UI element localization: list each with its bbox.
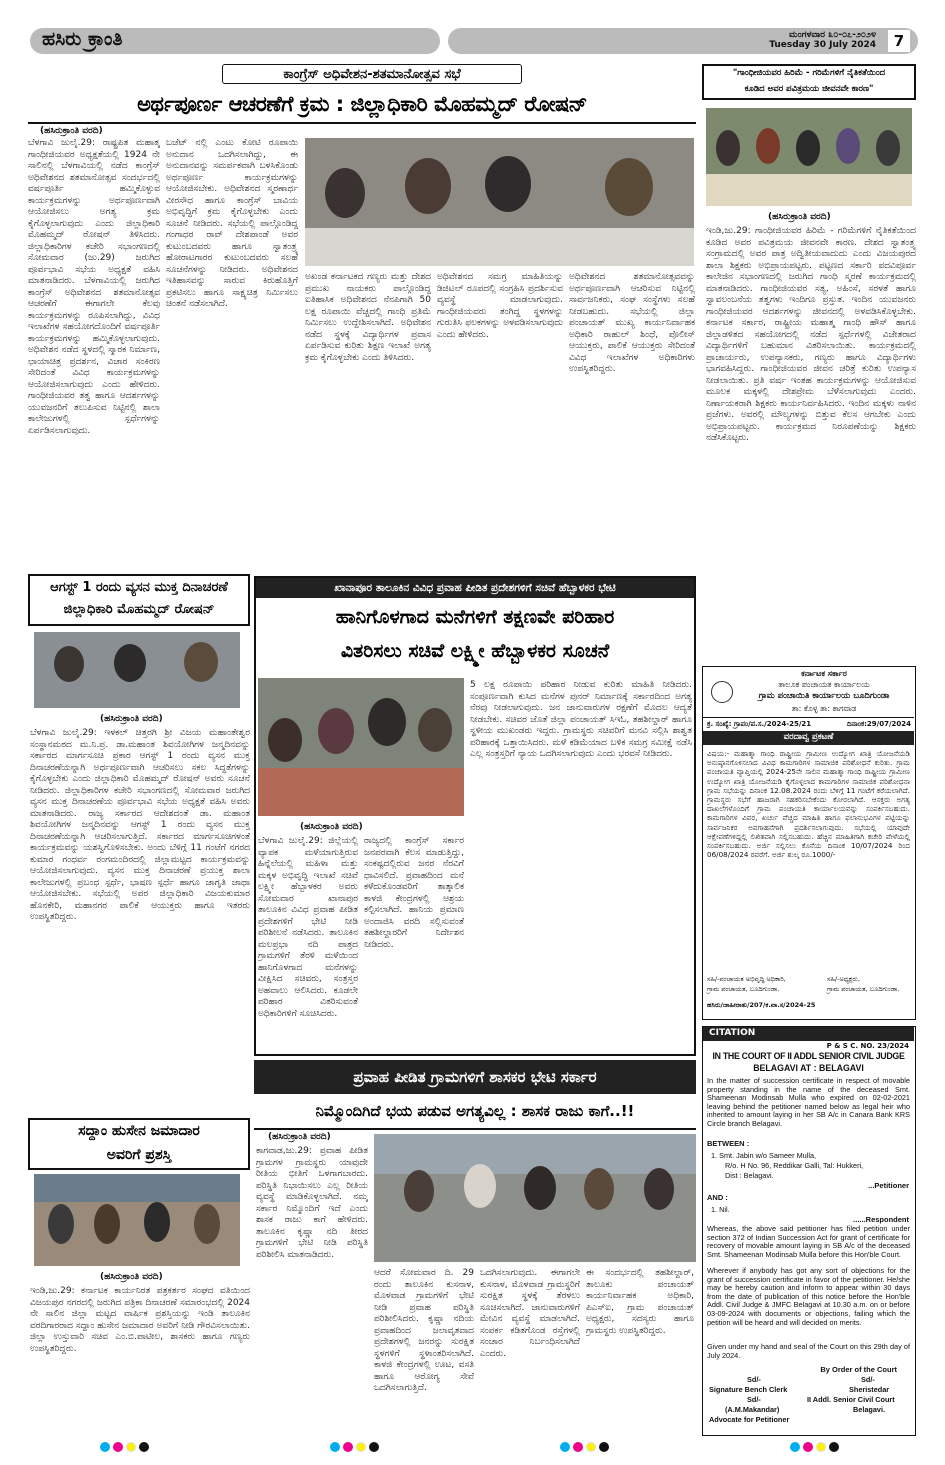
citation-sd-left-2: Sd/- (747, 1395, 761, 1404)
story1-column-1: ಬೆಳಗಾವಿ ಜುಲೈ.29: ರಾಷ್ಟ್ರಪಿತ ಮಹಾತ್ಮ ಗಾಂಧೀಜಿಯವರ ಅಧ್ಯಕ್ಷತೆಯಲ್ಲಿ 1924 ನೇ ಸಾಲಿನಲ್ಲಿ ಬೆಳಗಾವಿಯಲ್ಲಿ ನಡೆದ ಕಾಂಗ್ರೆಸ್ ಅಧಿವೇಶನದ ಶತಮಾನೋತ್ಸವ ಸಂದರ್ಭದಲ್ಲಿ ವರ್ಷಪೂರ್ತಿ ಹಮ್ಮಿಕೊಳ್ಳುವ ಕಾರ್ಯಕ್ರಮಗಳನ್ನು ಅರ್ಥಪೂರ್ಣವಾಗಿ ಆಯೋಜಿಸಲು ಅಗತ್ಯ ಕ್ರಮ ಕೈಗೊಳ್ಳಲಾಗುವುದು ಎಂದು ಜಿಲ್ಲಾಧಿಕಾರಿ ಮೊಹಮ್ಮದ್ ರೋಷನ್ ತಿಳಿಸಿದರು. ಜಿಲ್ಲಾಧಿಕಾರಿಗಳ ಕಚೇರಿ ಸಭಾಂಗಣದಲ್ಲಿ ಸೋಮವಾರ (ಜು.29) ಜರುಗಿದ ಪೂರ್ವಭಾವಿ ಸಭೆಯ ಅಧ್ಯಕ್ಷತೆ ವಹಿಸಿ ಮಾತನಾಡಿದರು. ಬೆಳಗಾವಿಯಲ್ಲಿ ಜರುಗಿದ ಕಾಂಗ್ರೆಸ್ ಅಧಿವೇಶನದ ಶತಮಾನೋತ್ಸವ ಆಚರಣೆಗೆ ಈಗಾಗಲೇ ಕೆಲವು ಕಾರ್ಯಕ್ರಮಗಳನ್ನು ರೂಪಿಸಲಾಗಿದ್ದು, ವಿವಿಧ ಇಲಾಖೆಗಳ ಸಹಯೋಗದೊಂದಿಗೆ ವರ್ಷಪೂರ್ತಿ ಕಾರ್ಯಕ್ರಮಗಳನ್ನು ಹಮ್ಮಿಕೊಳ್ಳಲಾಗುವುದು. ಅಧಿವೇಶನ ನಡೆದ ಸ್ಥಳದಲ್ಲಿ ಸ್ಮಾರಕ ನಿರ್ಮಾಣ, ಛಾಯಾಚಿತ್ರ ಪ್ರದರ್ಶನ, ವಿಚಾರ ಸಂಕಿರಣ ಸೇರಿದಂತೆ ವಿವಿಧ ಕಾರ್ಯಕ್ರಮಗಳನ್ನು ಆಯೋಜಿಸಲಾಗುವುದು ಎಂದು ಹೇಳಿದರು. ಗಾಂಧೀಜಿಯವರ ತತ್ವ ಹಾಗೂ ಆದರ್ಶಗಳನ್ನು ಯುವಜನರಿಗೆ ತಲುಪಿಸುವ ನಿಟ್ಟಿನಲ್ಲಿ ಶಾಲಾ ಕಾಲೇಜುಗಳಲ್ಲಿ ಸ್ಪರ್ಧೆಗಳನ್ನು ಏರ್ಪಡಿಸಲಾಗುವುದು. (28, 138, 160, 436)
masthead-left-bar (30, 28, 440, 54)
story1-byline: (ಹಸಿರುಕ್ರಾಂತಿ ವರದಿ) (40, 126, 103, 136)
registration-marks (0, 1440, 945, 1454)
story5-byline: (ಹಸಿರುಕ್ರಾಂತಿ ವರದಿ) (268, 1132, 331, 1142)
citation-sd-right-role: Sheristedar (849, 1385, 890, 1394)
citation-petitioner-1: 1. Smt. Jabin w/o Sameer Mulla, (711, 1151, 817, 1160)
story1-column-5: ಅಧಿವೇಶನದ ಶತಮಾನೋತ್ಸವವನ್ನು ಅರ್ಥಪೂರ್ಣವಾಗಿ ಆಚರಿಸುವ ನಿಟ್ಟಿನಲ್ಲಿ ಸಾರ್ವಜನಿಕರು, ಸಂಘ ಸಂಸ್ಥೆಗಳು ಸಲಹೆ ನೀಡಬಹುದು. ಸಭೆಯಲ್ಲಿ ಜಿಲ್ಲಾ ಪಂಚಾಯತ್ ಮುಖ್ಯ ಕಾರ್ಯನಿರ್ವಾಹಕ ಅಧಿಕಾರಿ ರಾಹುಲ್ ಶಿಂಧೆ, ಪೊಲೀಸ್ ಆಯುಕ್ತರು, ಪಾಲಿಕೆ ಆಯುಕ್ತರು ಸೇರಿದಂತೆ ವಿವಿಧ ಇಲಾಖೆಗಳ ಅಧಿಕಾರಿಗಳು ಉಪಸ್ಥಿತರಿದ್ದರು. (569, 272, 695, 374)
page-number: 7 (888, 30, 910, 52)
notice-signature-left-2: ಗ್ರಾಮ ಪಂಚಾಯತ, ಬೂದಿಗುಂಡಾ. (707, 985, 780, 993)
gandhi-event-photo (706, 108, 912, 206)
citation-sd-right-place: Belagavi. (853, 1405, 886, 1414)
court-citation (702, 1026, 916, 1436)
notice-signature-right-2: ಗ್ರಾಮ ಪಂಚಾಯತ, ಬೂದಿಗುಂಡಾ. (827, 985, 900, 993)
story6-headline-line2: ಕೂಡಿದ ಅವರ ಪವಿತ್ರಮಯ ಜೀವನವೇ ಕಾರಣ" (744, 84, 874, 94)
story2-byline: (ಹಸಿರುಕ್ರಾಂತಿ ವರದಿ) (100, 714, 163, 724)
panchayat-notice (702, 666, 916, 1020)
citation-court-line1: IN THE COURT OF II ADDL SENIOR CIVIL JUDGE (712, 1051, 905, 1061)
story4-headline-line1: ಹಾನಿಗೊಳಗಾದ ಮನೆಗಳಿಗೆ ತಕ್ಷಣವೇ ಪರಿಹಾರ (335, 606, 615, 628)
story4-headline-line2: ವಿತರಿಸಲು ಸಚಿವೆ ಲಕ್ಷ್ಮೀ ಹೆಬ್ಬಾಳಕರ ಸೂಚನೆ (340, 640, 610, 662)
notice-line1: ಕರ್ನಾಟಕ ಸರ್ಕಾರ (801, 669, 847, 678)
citation-petitioner-2: R/o. H No. 96, Reddikar Galli, Tal: Hukkeri, (725, 1161, 864, 1170)
citation-paragraph-1: In the matter of succession certificate in respect of movable property standing in the name of the deceased Smt. Shameenan Modinsab Mulla who expired on 02-02-2021 leaving behind the petitioner named below as legal heir who inherited to amount laying in her SB A/c in Canara Bank KRS Circle branch Belagavi. (707, 1076, 910, 1128)
story6-body: ಇಂಡಿ,ಜು.29: ಗಾಂಧೀಜಿಯವರ ಹಿರಿಮೆ - ಗರಿಮೆಗಳಿಗೆ ನೈತಿಕತೆಯಿಂದ ಕೂಡಿದ ಅವರ ಪವಿತ್ರಮಯ ಜೀವನವೇ ಕಾರಣ. ದೇಶದ ಸ್ವಾತಂತ್ರ್ಯ ಸಂಗ್ರಾಮದಲ್ಲಿ ಅವರ ಪಾತ್ರ ಅದ್ವಿತೀಯವಾದುದು ಎಂದು ವಿಜಯಪುರದ ಶಾಲಾ ಶಿಕ್ಷಕರು ಅಭಿಪ್ರಾಯಪಟ್ಟರು. ಪಟ್ಟಣದ ಸರ್ಕಾರಿ ಪದವಿಪೂರ್ವ ಕಾಲೇಜಿನ ಸಭಾಂಗಣದಲ್ಲಿ ಜರುಗಿದ ಗಾಂಧಿ ಸ್ಮರಣೆ ಕಾರ್ಯಕ್ರಮದಲ್ಲಿ ಮಾತನಾಡಿದರು. ಗಾಂಧೀಜಿಯವರ ಸತ್ಯ, ಅಹಿಂಸೆ, ಸರಳತೆ ಹಾಗೂ ಸ್ವಾವಲಂಬನೆಯ ತತ್ವಗಳು ಇಂದಿಗೂ ಪ್ರಸ್ತುತ. ಇಂದಿನ ಯುವಜನರು ಗಾಂಧೀಜಿಯವರ ಆದರ್ಶಗಳನ್ನು ಜೀವನದಲ್ಲಿ ಅಳವಡಿಸಿಕೊಳ್ಳಬೇಕು. ಕರ್ನಾಟಕ ಸರ್ಕಾರ, ರಾಷ್ಟ್ರೀಯ ಮಹಾತ್ಮ ಗಾಂಧಿ ಹೌಸ್ ಹಾಗೂ ಜಿಲ್ಲಾಡಳಿತದ ಸಹಯೋಗದಲ್ಲಿ ನಡೆದ ಸ್ಪರ್ಧೆಗಳಲ್ಲಿ ವಿಜೇತರಾದ ವಿದ್ಯಾರ್ಥಿಗಳಿಗೆ ಬಹುಮಾನ ವಿತರಿಸಲಾಯಿತು. ಕಾರ್ಯಕ್ರಮದಲ್ಲಿ ಪ್ರಾಚಾರ್ಯರು, ಉಪನ್ಯಾಸಕರು, ಗಣ್ಯರು ಹಾಗೂ ವಿದ್ಯಾರ್ಥಿಗಳು ಭಾಗವಹಿಸಿದ್ದರು. ಗಾಂಧೀಜಿಯವರ ಜೀವನ ಚರಿತ್ರೆ ಕುರಿತು ಉಪನ್ಯಾಸ ನೀಡಲಾಯಿತು. ಪ್ರತಿ ವರ್ಷ ಇಂತಹ ಕಾರ್ಯಕ್ರಮಗಳನ್ನು ಆಯೋಜಿಸುವ ಮೂಲಕ ಮಕ್ಕಳಲ್ಲಿ ದೇಶಪ್ರೇಮ ಬೆಳೆಸಲಾಗುವುದು ಎಂದರು. ನಿರ್ಣಾಯಕರಾಗಿ ಶಿಕ್ಷಕರು ಕಾರ್ಯನಿರ್ವಹಿಸಿದರು. ಇಂದಿನ ಮಕ್ಕಳು ನಾಳಿನ ಪ್ರಜೆಗಳು. ಅವರಲ್ಲಿ ಮೌಲ್ಯಗಳನ್ನು ಬಿತ್ತುವ ಕೆಲಸ ಆಗಬೇಕು ಎಂದು ಅಭಿಪ್ರಾಯಪಟ್ಟರು. ಕಾರ್ಯಕ್ರಮದ ನಿರೂಪಣೆಯನ್ನು ಶಿಕ್ಷಕರು ನಡೆಸಿಕೊಟ್ಟರು. (706, 226, 916, 443)
story5-headline-line1: ಪ್ರವಾಹ ಪೀಡಿತ ಗ್ರಾಮಗಳಿಗೆ ಶಾಸಕರ ಭೇಟಿ ಸರ್ಕಾರ (353, 1068, 597, 1086)
citation-between: BETWEEN : (707, 1139, 750, 1148)
notice-footer: ಹಸಿರು/ಜಾಹೀರಾತು/207/ಕ.ವಾ.ಸ/2024-25 (707, 1001, 816, 1009)
notice-title: ವರದಾವ್ವ ಪ್ರಕಟಣೆ (783, 732, 834, 742)
story3-headline-line2: ಅವರಿಗೆ ಪ್ರಶಸ್ತಿ (106, 1147, 172, 1163)
notice-body: ವಿಷಯ:- ಮಹಾತ್ಮಾ ಗಾಂಧಿ ರಾಷ್ಟ್ರೀಯ ಗ್ರಾಮೀಣ ಉದ್ಯೋಗ ಖಾತ್ರಿ ಯೋಜನೆಯಡಿ ಅನುಷ್ಠಾನಗೊಳಿಸಲಾದ ವಿವಿಧ ಕಾಮಗಾರಿಗಳ ಸಾಮಾಜಿಕ ಪರಿಶೋಧನೆ ಕುರಿತು. ಗ್ರಾಮ ಪಂಚಾಯತಿ ವ್ಯಾಪ್ತಿಯಲ್ಲಿ 2024-25ನೇ ಸಾಲಿನ ಮಹಾತ್ಮಾ ಗಾಂಧಿ ರಾಷ್ಟ್ರೀಯ ಗ್ರಾಮೀಣ ಉದ್ಯೋಗ ಖಾತ್ರಿ ಯೋಜನೆಯಡಿ ಕೈಗೊಳ್ಳಲಾದ ಕಾಮಗಾರಿಗಳ ಸಾಮಾಜಿಕ ಪರಿಶೋಧನಾ ಗ್ರಾಮ ಸಭೆಯನ್ನು ದಿನಾಂಕ 12.08.2024 ರಂದು ಬೆಳಿಗ್ಗೆ 11 ಗಂಟೆಗೆ ಕರೆಯಲಾಗಿದೆ. ಗ್ರಾಮಸ್ಥರು ಸಭೆಗೆ ಹಾಜರಾಗಿ ಸಹಕರಿಸಬೇಕೆಂದು ಕೋರಲಾಗಿದೆ. ಆಸಕ್ತರು ಅಗತ್ಯ ದಾಖಲೆಗಳೊಂದಿಗೆ ಗ್ರಾಮ ಪಂಚಾಯತಿ ಕಾರ್ಯಾಲಯವನ್ನು ಸಂಪರ್ಕಿಸಬಹುದು. ಕಾಮಗಾರಿಗಳ ವಿವರ, ಖರ್ಚು ವೆಚ್ಚದ ಮಾಹಿತಿ ಹಾಗೂ ಫಲಾನುಭವಿಗಳ ಪಟ್ಟಿಯನ್ನು ಸಾರ್ವಜನಿಕರ ಅವಗಾಹನೆಗಾಗಿ ಪ್ರದರ್ಶಿಸಲಾಗುವುದು. ಸಭೆಯಲ್ಲಿ ಯಾವುದೇ ಆಕ್ಷೇಪಣೆಗಳಿದ್ದಲ್ಲಿ ಲಿಖಿತವಾಗಿ ಸಲ್ಲಿಸಬಹುದು. ಹೆಚ್ಚಿನ ಮಾಹಿತಿಗಾಗಿ ಕಚೇರಿ ವೇಳೆಯಲ್ಲಿ ಸಂಪರ್ಕಿಸಬಹುದು. ಅರ್ಜಿ ಸಲ್ಲಿಸಲು ಕೊನೆಯ ದಿನಾಂಕ 10/07/2024 ರಿಂದ 06/08/2024 ರವರೆಗೆ. ಅರ್ಜಿ ಶುಲ್ಕ ರೂ.1000/- (707, 749, 910, 860)
citation-respondent: 1. Nil. (711, 1205, 730, 1214)
mla-visit-photo (374, 1134, 696, 1262)
story1-column-2: ಬಜೆಟ್ ನಲ್ಲಿ ಎಂಟು ಕೋಟಿ ರೂಪಾಯಿ ಅನುದಾನ ಒದಗಿಸಲಾಗಿದ್ದು, ಈ ಅನುದಾನವನ್ನು ಸಮರ್ಪಕವಾಗಿ ಬಳಸಿಕೊಂಡು ಅರ್ಥಪೂರ್ಣ ಕಾರ್ಯಕ್ರಮಗಳನ್ನು ಆಯೋಜಿಸಬೇಕು. ಅಧಿವೇಶನದ ಸ್ಮರಣಾರ್ಥ ವೀರಸೌಧ ಹಾಗೂ ಕಾಂಗ್ರೆಸ್ ಬಾವಿಯ ಅಭಿವೃದ್ಧಿಗೆ ಕ್ರಮ ಕೈಗೊಳ್ಳಬೇಕು ಎಂದು ಸೂಚನೆ ನೀಡಿದರು. ಸಭೆಯಲ್ಲಿ ಪಾಲ್ಗೊಂಡಿದ್ದ ಗಂಗಾಧರ ರಾವ್ ದೇಶಪಾಂಡೆ ಅವರ ಕುಟುಂಬದವರು ಹಾಗೂ ಸ್ವಾತಂತ್ರ್ಯ ಹೋರಾಟಗಾರರ ಕುಟುಂಬದವರು ಸಲಹೆ ಸೂಚನೆಗಳನ್ನು ನೀಡಿದರು. ಅಧಿವೇಶನದ ಇತಿಹಾಸವನ್ನು ಸಾರುವ ಕಿರುಹೊತ್ತಿಗೆ ಪ್ರಕಟಿಸಲು ಹಾಗೂ ಸಾಕ್ಷ್ಯಚಿತ್ರ ನಿರ್ಮಿಸಲು ಚಿಂತನೆ ನಡೆಸಲಾಗಿದೆ. (166, 138, 298, 309)
story5-headline-line2: ನಿಮ್ಮೊಂದಿಗಿದೆ ಭಯ ಪಡುವ ಅಗತ್ಯವಿಲ್ಲ : ಶಾಸಕ ರಾಜು ಕಾಗೆ..!! (315, 1102, 635, 1120)
citation-paragraph-4: Given under my hand and seal of the Court on this 29th day of July 2024. (707, 1342, 910, 1360)
story1-column-3: ಅಖಂಡ ಕರ್ನಾಟಕದ ಗಣ್ಯರು ಮತ್ತು ದೇಶದ ಪ್ರಮುಖ ನಾಯಕರು ಪಾಲ್ಗೊಂಡಿದ್ದ ಐತಿಹಾಸಿಕ ಅಧಿವೇಶನದ ನೆನಪಿಗಾಗಿ 50 ಲಕ್ಷ ರೂಪಾಯಿ ವೆಚ್ಚದಲ್ಲಿ ಗಾಂಧಿ ಪ್ರತಿಮೆ ನಿರ್ಮಿಸಲು ಉದ್ದೇಶಿಸಲಾಗಿದೆ. ಅಧಿವೇಶನ ನಡೆದ ಸ್ಥಳಕ್ಕೆ ವಿದ್ಯಾರ್ಥಿಗಳ ಪ್ರವಾಸ ಏರ್ಪಡಿಸುವ ಕುರಿತು ಶಿಕ್ಷಣ ಇಲಾಖೆ ಅಗತ್ಯ ಕ್ರಮ ಕೈಗೊಳ್ಳಬೇಕು ಎಂದು ತಿಳಿಸಿದರು. (305, 272, 431, 363)
story2-headline-line2: ಜಿಲ್ಲಾಧಿಕಾರಿ ಮೊಹಮ್ಮದ್ ರೋಷನ್ (63, 602, 215, 617)
notice-date: ದಿನಾಂಕ:29/07/2024 (846, 720, 911, 728)
story4-column-2: ರಾಜ್ಯದಲ್ಲಿ ಕಾಂಗ್ರೆಸ್ ಸರ್ಕಾರ ಜನಪರವಾಗಿ ಕೆಲಸ ಮಾಡುತ್ತಿದ್ದು, ಸಂಕಷ್ಟದಲ್ಲಿರುವ ಜನರ ನೆರವಿಗೆ ಧಾವಿಸಲಿದೆ. ಪ್ರವಾಹದಿಂದ ಮನೆ ಕಳೆದುಕೊಂಡವರಿಗೆ ತಾತ್ಕಾಲಿಕ ಕಾಳಜಿ ಕೇಂದ್ರಗಳಲ್ಲಿ ಆಶ್ರಯ ಕಲ್ಪಿಸಲಾಗಿದೆ. ಹಾನಿಯ ಪ್ರಮಾಣ ಅಂದಾಜಿಸಿ ವರದಿ ಸಲ್ಲಿಸುವಂತೆ ತಹಶೀಲ್ದಾರರಿಗೆ ನಿರ್ದೇಶನ ನೀಡಿದರು. (364, 836, 464, 950)
story6-headline-line1: "ಗಾಂಧೀಜಿಯವರ ಹಿರಿಮೆ - ಗರಿಮೆಗಳಿಗೆ ನೈತಿಕತೆಯಿಂದ (732, 68, 886, 78)
notice-line4: ತಾ: ಕೊಳ್ಳ ತಾ: ಕಾಗವಾಡ (791, 704, 857, 713)
story2-headline-line1: ಆಗಸ್ಟ್ 1 ರಂದು ವ್ಯಸನ ಮುಕ್ತ ದಿನಾಚರಣೆ (50, 580, 228, 595)
award-photo (34, 1174, 240, 1266)
story5-column-1: ಕಾಗವಾಡ,ಜು.29: ಪ್ರವಾಹ ಪೀಡಿತ ಗ್ರಾಮಗಳ ಗ್ರಾಮಸ್ಥರು ಯಾವುದೇ ರೀತಿಯ ಭೀತಿಗೆ ಒಳಗಾಗಬಾರದು. ಪರಿಸ್ಥಿತಿ ನಿಭಾಯಿಸಲು ಎಲ್ಲ ರೀತಿಯ ವ್ಯವಸ್ಥೆ ಮಾಡಿಕೊಳ್ಳಲಾಗಿದೆ. ನಮ್ಮ ಸರ್ಕಾರ ನಿಮ್ಮೊಂದಿಗೆ ಇದೆ ಎಂದು ಶಾಸಕ ರಾಜು ಕಾಗೆ ಹೇಳಿದರು. ತಾಲೂಕಿನ ಕೃಷ್ಣಾ ನದಿ ತೀರದ ಗ್ರಾಮಗಳಿಗೆ ಭೇಟಿ ನೀಡಿ ಪರಿಸ್ಥಿತಿ ಪರಿಶೀಲಿಸಿ ಮಾತನಾಡಿದರು. (256, 1146, 368, 1260)
notice-line2: ತಾಲೂಕ ಪಂಚಾಯತ ಕಾರ್ಯಾಲಯ (778, 680, 870, 689)
citation-paragraph-3: Wherever if anybody has got any sort of objections for the grant of succession certificate in favor of the petitioner. He/she may be hereby caution and inform to appear within 30 days from the date of publication of this notice before the Hon'ble Addl. Civil Judge & JMFC Belagavi at 10.30 a.m. on or before 03-09-2024 with documents or objections, failing which the petition will be heard and will decided on merits. (707, 1266, 910, 1327)
story3-headline-line1: ಸದ್ದಾಂ ಹುಸೇನ ಜಮಾದಾರ (78, 1123, 200, 1139)
citation-sd-right: Sd/- (861, 1375, 875, 1384)
story5-rule (254, 1128, 696, 1130)
masthead (30, 28, 918, 56)
story3-byline: (ಹಸಿರುಕ್ರಾಂತಿ ವರದಿ) (100, 1272, 163, 1282)
story4-byline: (ಹಸಿರುಕ್ರಾಂತಿ ವರದಿ) (300, 822, 363, 832)
citation-petitioner-role: ...Petitioner (868, 1181, 909, 1190)
story1-rule (28, 122, 696, 124)
story1-column-4: ಅಧಿವೇಶನದ ಸಮಗ್ರ ಮಾಹಿತಿಯನ್ನು ಡಿಜಿಟಲ್ ರೂಪದಲ್ಲಿ ಸಂಗ್ರಹಿಸಿ ಪ್ರದರ್ಶಿಸುವ ವ್ಯವಸ್ಥೆ ಮಾಡಲಾಗುವುದು. ಗಾಂಧೀಜಿಯವರು ತಂಗಿದ್ದ ಸ್ಥಳಗಳನ್ನು ಗುರುತಿಸಿ ಫಲಕಗಳನ್ನು ಅಳವಡಿಸಲಾಗುವುದು ಎಂದು ಹೇಳಿದರು. (437, 272, 563, 340)
story2-photo (34, 632, 240, 708)
notice-line3: ಗ್ರಾಮ ಪಂಚಾಯಿತಿ ಕಾರ್ಯಾಲಯ ಬೂದಿಗುಂಡಾ (758, 691, 890, 701)
citation-advocate-name: (A.M.Makandar) (725, 1405, 780, 1414)
masthead-right-bar (448, 28, 918, 54)
newspaper-title: ಹಸಿರು ಕ್ರಾಂತಿ (42, 28, 123, 50)
citation-paragraph-2: Whereas, the above said petitioner has filed petition under section 372 of Indian Succession Act for grant of certificate for recovery of movable amount laying in SB A/c of the deceased Smt. Shameenan Modinsab Mulla before this Hon'ble Court. (707, 1224, 910, 1259)
citation-advocate-role: Advocate for Petitioner (709, 1415, 790, 1424)
issue-date-english: Tuesday 30 July 2024 (769, 40, 876, 50)
issue-date-kannada: ಮಂಗಳವಾರ ೩೦-೦೭-೨೦೨೪ (789, 30, 876, 40)
story4-column-3: 5 ಲಕ್ಷ ರೂಪಾಯಿ ಪರಿಹಾರ ನೀಡುವ ಕುರಿತು ಮಾಹಿತಿ ನೀಡಿದರು. ಸಂಪೂರ್ಣವಾಗಿ ಕುಸಿದ ಮನೆಗಳ ಪುನರ್ ನಿರ್ಮಾಣಕ್ಕೆ ಸರ್ಕಾರದಿಂದ ಅಗತ್ಯ ನೆರವು ನೀಡಲಾಗುವುದು. ಜನ ಜಾನುವಾರುಗಳ ರಕ್ಷಣೆಗೆ ಮೊದಲ ಆದ್ಯತೆ ನೀಡಬೇಕು. ಸಚಿವರ ಜೊತೆ ಜಿಲ್ಲಾ ಪಂಚಾಯತ್ ಸಿಇಓ, ತಹಶೀಲ್ದಾರ್ ಹಾಗೂ ಸ್ಥಳೀಯ ಮುಖಂಡರು ಇದ್ದರು. ಗ್ರಾಮಸ್ಥರು ಸಚಿವರಿಗೆ ಮನವಿ ಸಲ್ಲಿಸಿ ಶಾಶ್ವತ ಪರಿಹಾರಕ್ಕೆ ಒತ್ತಾಯಿಸಿದರು. ಮಳೆ ಕಡಿಮೆಯಾದ ಬಳಿಕ ಸಮಗ್ರ ಸಮೀಕ್ಷೆ ನಡೆಸಿ ಎಲ್ಲ ಸಂತ್ರಸ್ತರಿಗೆ ನ್ಯಾಯ ಒದಗಿಸಲಾಗುವುದು ಎಂದು ಭರವಸೆ ನೀಡಿದರು. (470, 680, 692, 759)
notice-signature-right-1: ಸಹಿ/-ಅಧ್ಯಕ್ಷರು, (827, 975, 860, 983)
citation-court-line2: BELAGAVI AT : BELAGAVI (753, 1063, 864, 1073)
citation-case-number: P & S C. NO. 23/2024 (826, 1042, 909, 1050)
citation-order: By Order of the Court (820, 1365, 897, 1374)
story5-column-2: ಆದರೆ ಸೋಮವಾರ ದಿ. 29 ರಂದು ತಾಲೂಕಿನ ಕುಸನಾಳ, ಮೊಳವಾಡ ಗ್ರಾಮಗಳಿಗೆ ಭೇಟಿ ನೀಡಿ ಪ್ರವಾಹ ಪರಿಸ್ಥಿತಿ ಪರಿಶೀಲಿಸಿದರು. ಕೃಷ್ಣಾ ನದಿಯ ಪ್ರವಾಹದಿಂದ ಜಲಾವೃತವಾದ ಪ್ರದೇಶಗಳಲ್ಲಿ ಜನರನ್ನು ಸುರಕ್ಷಿತ ಸ್ಥಳಗಳಿಗೆ ಸ್ಥಳಾಂತರಿಸಲಾಗಿದೆ. ಕಾಳಜಿ ಕೇಂದ್ರಗಳಲ್ಲಿ ಊಟ, ವಸತಿ ಹಾಗೂ ಆರೋಗ್ಯ ಸೇವೆ ಒದಗಿಸಲಾಗುತ್ತಿದೆ. (374, 1268, 474, 1393)
story4-kicker: ಖಾನಾಪೂರ ತಾಲೂಕಿನ ವಿವಿಧ ಪ್ರವಾಹ ಪೀಡಿತ ಪ್ರದೇಶಗಳಿಗೆ ಸಚಿವೆ ಹೆಬ್ಬಾಳಕರ ಭೇಟಿ (256, 578, 694, 598)
citation-respondent-role: ......Respondent (853, 1215, 909, 1224)
story1-kicker: ಕಾಂಗ್ರೆಸ್ ಅಧಿವೇಶನ-ಶತಮಾನೋತ್ಸವ ಸಭೆ (222, 64, 522, 84)
story6-byline: (ಹಸಿರುಕ್ರಾಂತಿ ವರದಿ) (768, 212, 831, 222)
flood-visit-photo (258, 678, 464, 816)
notice-signature-left-1: ಸಹಿ/-ಪಂಚಾಯತ ಅಭಿವೃದ್ಧಿ ಅಧಿಕಾರಿ, (707, 975, 786, 983)
issue-date (769, 30, 876, 50)
citation-sd-left: Sd/- (747, 1375, 761, 1384)
story5-column-4: ಈ ಸಂದರ್ಭದಲ್ಲಿ ತಹಶೀಲ್ದಾರ್, ತಾಲೂಕು ಪಂಚಾಯತ್ ಕಾರ್ಯನಿರ್ವಾಹಕ ಅಧಿಕಾರಿ, ಪಿಎಸ್‌ಐ, ಗ್ರಾಮ ಪಂಚಾಯತ್ ಅಧ್ಯಕ್ಷರು, ಸದಸ್ಯರು ಹಾಗೂ ಗ್ರಾಮಸ್ಥರು ಉಪಸ್ಥಿತರಿದ್ದರು. (586, 1268, 694, 1336)
citation-sd-right-court: II Addl. Senior Civil Court (807, 1395, 895, 1404)
citation-title: CITATION (709, 1028, 756, 1038)
notice-emblem (711, 681, 733, 703)
story4-column-1: ಬೆಳಗಾವಿ ಜುಲೈ.29: ಜಿಲ್ಲೆಯಲ್ಲಿ ವ್ಯಾಪಕ ಮಳೆಯಾಗುತ್ತಿರುವ ಹಿನ್ನೆಲೆಯಲ್ಲಿ ಮಹಿಳಾ ಮತ್ತು ಮಕ್ಕಳ ಅಭಿವೃದ್ಧಿ ಇಲಾಖೆ ಸಚಿವೆ ಲಕ್ಷ್ಮೀ ಹೆಬ್ಬಾಳಕರ ಅವರು ಸೋಮವಾರ ಖಾನಾಪುರ ತಾಲೂಕಿನ ವಿವಿಧ ಪ್ರವಾಹ ಪೀಡಿತ ಪ್ರದೇಶಗಳಿಗೆ ಭೇಟಿ ನೀಡಿ ಪರಿಶೀಲನೆ ನಡೆಸಿದರು. ತಾಲೂಕಿನ ಮಲಪ್ರಭಾ ನದಿ ಪಾತ್ರದ ಗ್ರಾಮಗಳಿಗೆ ತೆರಳಿ ಮಳೆಯಿಂದ ಹಾನಿಗೊಳಗಾದ ಮನೆಗಳನ್ನು ವೀಕ್ಷಿಸಿದ ಸಚಿವರು, ಸಂತ್ರಸ್ತರ ಅಹವಾಲು ಆಲಿಸಿದರು. ಕೂಡಲೇ ಪರಿಹಾರ ವಿತರಿಸುವಂತೆ ಅಧಿಕಾರಿಗಳಿಗೆ ಸೂಚಿಸಿದರು. (258, 836, 358, 1019)
notice-ref: ಕ್ರ. ಸಂಖ್ಯೆ: ಗ್ರಾಪಂ/ಪ.ಸ./2024-25/21 (707, 720, 812, 728)
citation-petitioner-3: Dist : Belagavi. (725, 1171, 774, 1180)
story5-column-3: ಒದಗಿಸಲಾಗುವುದು. ಈಗಾಗಲೇ ಕುಸನಾಳ, ಮೊಳವಾಡ ಗ್ರಾಮಸ್ಥರಿಗೆ ಸುರಕ್ಷಿತ ಸ್ಥಳಕ್ಕೆ ತೆರಳಲು ಸೂಚಿಸಲಾಗಿದೆ. ಜಾನುವಾರುಗಳಿಗೆ ಮೇವಿನ ವ್ಯವಸ್ಥೆ ಮಾಡಲಾಗಿದೆ. ಸಂಪರ್ಕ ಕಡಿತಗೊಂಡ ರಸ್ತೆಗಳಲ್ಲಿ ಸಂಚಾರ ನಿರ್ಬಂಧಿಸಲಾಗಿದೆ ಎಂದರು. (480, 1268, 580, 1359)
story3-body: ಇಂಡಿ,ಜು.29: ಕರ್ನಾಟಕ ಕಾರ್ಯನಿರತ ಪತ್ರಕರ್ತರ ಸಂಘದ ವತಿಯಿಂದ ವಿಜಯಪುರ ನಗರದಲ್ಲಿ ಜರುಗಿದ ಪತ್ರಿಕಾ ದಿನಾಚರಣೆ ಸಮಾರಂಭದಲ್ಲಿ 2024 ನೇ ಸಾಲಿನ ಜಿಲ್ಲಾ ಮಟ್ಟದ ವಾರ್ಷಿಕ ಪ್ರಶಸ್ತಿಯನ್ನು ಇಂಡಿ ತಾಲೂಕಿನ ವರದಿಗಾರರಾದ ಸದ್ದಾಂ ಹುಸೇನ ಜಮಾದಾರ ಅವರಿಗೆ ನೀಡಿ ಗೌರವಿಸಲಾಯಿತು. ಜಿಲ್ಲಾ ಉಸ್ತುವಾರಿ ಸಚಿವ ಎಂ.ಬಿ.ಪಾಟೀಲ, ಶಾಸಕರು ಹಾಗೂ ಗಣ್ಯರು ಉಪಸ್ಥಿತರಿದ್ದರು. (30, 1286, 250, 1354)
citation-sd-left-role: Signature Bench Clerk (709, 1385, 788, 1394)
citation-and: AND : (707, 1193, 728, 1202)
story1-headline: ಅರ್ಥಪೂರ್ಣ ಆಚರಣೆಗೆ ಕ್ರಮ : ಜಿಲ್ಲಾಧಿಕಾರಿ ಮೊಹಮ್ಮದ್ ರೋಷನ್ (137, 92, 587, 116)
story2-body: ಬೆಳಗಾವಿ ಜುಲೈ.29: ಇಳಕಲ್ ಚಿತ್ತರಗಿ ಶ್ರೀ ವಿಜಯ ಮಹಾಂತೇಶ್ವರ ಸಂಸ್ಥಾನಮಠದ ಮ.ನಿ.ಪ್ರ. ಡಾ.ಮಹಾಂತ ಶಿವಯೋಗಿಗಳ ಜನ್ಮದಿನವನ್ನು ಸರ್ಕಾರದ ಮಾರ್ಗಸೂಚಿ ಪ್ರಕಾರ ಆಗಸ್ಟ್ 1 ರಂದು ವ್ಯಸನ ಮುಕ್ತ ದಿನಾಚರಣೆಯನ್ನಾಗಿ ಅರ್ಥಪೂರ್ಣವಾಗಿ ಆಚರಿಸಲು ಸಕಲ ಸಿದ್ಧತೆಗಳನ್ನು ಕೈಗೊಳ್ಳಬೇಕು ಎಂದು ಜಿಲ್ಲಾಧಿಕಾರಿ ಮೊಹಮ್ಮದ್ ರೋಷನ್ ಅವರು ಸೂಚನೆ ನೀಡಿದರು. ಜಿಲ್ಲಾಧಿಕಾರಿಗಳ ಕಚೇರಿ ಸಭಾಂಗಣದಲ್ಲಿ ಸೋಮವಾರ ಜರುಗಿದ ವ್ಯಸನ ಮುಕ್ತ ದಿನಾಚರಣೆಯ ಪೂರ್ವಭಾವಿ ಸಭೆಯ ಅಧ್ಯಕ್ಷತೆ ವಹಿಸಿ ಅವರು ಮಾತನಾಡಿದರು. ರಾಜ್ಯ ಸರ್ಕಾರದ ಆದೇಶದಂತೆ ಡಾ. ಮಹಾಂತ ಶಿವಯೋಗಿಗಳ ಜನ್ಮದಿನವನ್ನು ಆಗಸ್ಟ್ 1 ರಂದು ವ್ಯಸನ ಮುಕ್ತ ದಿನಾಚರಣೆಯನ್ನಾಗಿ ಆಚರಿಸಲಾಗುತ್ತಿದೆ. ಸರ್ಕಾರದ ಮಾರ್ಗಸೂಚಿಗಳಂತೆ ಕಾರ್ಯಕ್ರಮವನ್ನು ಯಶಸ್ವಿಗೊಳಿಸಬೇಕು. ಅಂದು ಬೆಳಿಗ್ಗೆ 11 ಗಂಟೆಗೆ ನಗರದ ಕುಮಾರ ಗಂಧರ್ವ ರಂಗಮಂದಿರದಲ್ಲಿ ಜಿಲ್ಲಾಮಟ್ಟದ ಕಾರ್ಯಕ್ರಮವನ್ನು ಆಯೋಜಿಸಲಾಗುವುದು. ವ್ಯಸನ ಮುಕ್ತ ದಿನಾಚರಣೆ ಪ್ರಯುಕ್ತ ಶಾಲಾ ಕಾಲೇಜುಗಳಲ್ಲಿ ಪ್ರಬಂಧ ಸ್ಪರ್ಧೆ, ಭಾಷಣ ಸ್ಪರ್ಧೆ ಹಾಗೂ ಜಾಗೃತಿ ಜಾಥಾ ಆಯೋಜಿಸಬೇಕು. ಸಭೆಯಲ್ಲಿ ಅಪರ ಜಿಲ್ಲಾಧಿಕಾರಿ ವಿಜಯಕುಮಾರ ಹೊನಕೇರಿ, ಮಹಾನಗರ ಪಾಲಿಕೆ ಆಯುಕ್ತರು ಹಾಗೂ ಇತರರು ಉಪಸ್ಥಿತರಿದ್ದರು. (30, 728, 250, 922)
meeting-photo (305, 138, 694, 266)
